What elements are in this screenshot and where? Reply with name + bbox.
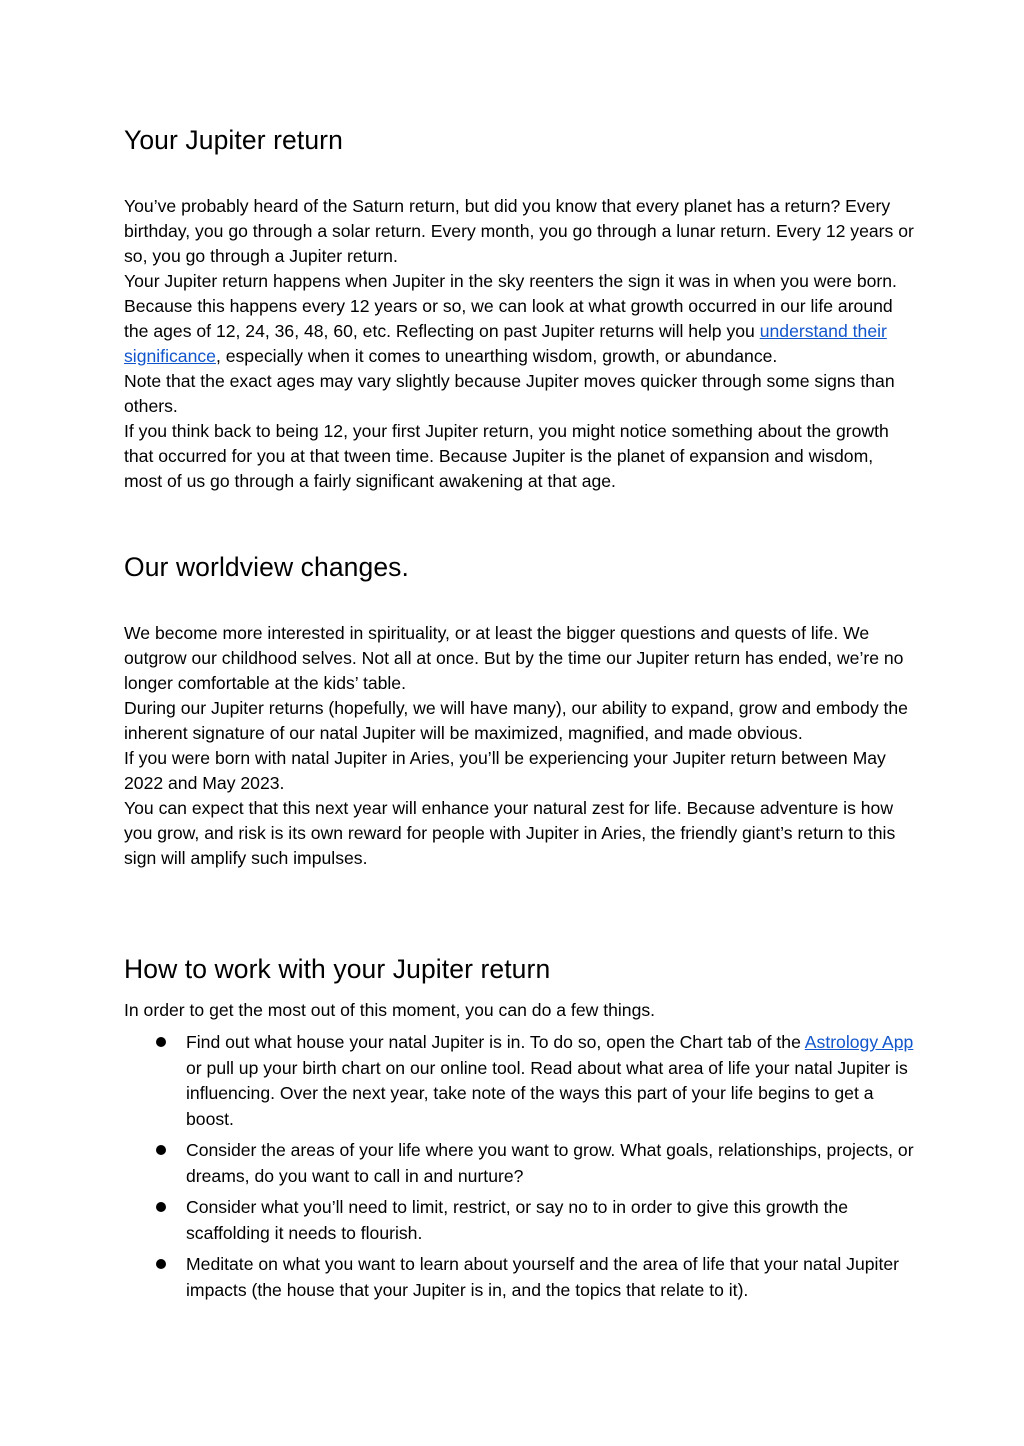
paragraph: We become more interested in spirituality, or at least the bigger questions and quests of life. We outgrow our childhood selves. Not all at once. But by the time our Jupiter return has ended, we’re no longer comfortable at the kids’ table. xyxy=(124,623,904,693)
paragraph-text: Your Jupiter return happens when Jupiter in the sky reenters the sign it was in when you were born. Because this happens every 12 years or so, we can look at what growth occurred in our life around the ages of 12, 24, 36, 48, 60, etc. Reflecting on past Jupiter returns will help you xyxy=(124,271,897,341)
bullet-icon xyxy=(156,1145,166,1155)
bullet-icon xyxy=(156,1202,166,1212)
steps-list xyxy=(124,1030,914,1309)
list-item-text: or pull up your birth chart on our online tool. Read about what area of life your natal Jupiter is influencing. Over the next year, take note of the ways this part of your life begins to get a boost. xyxy=(186,1057,908,1129)
heading-how-to-work: How to work with your Jupiter return xyxy=(124,954,551,984)
how-to-intro: In order to get the most out of this moment, you can do a few things. xyxy=(124,1000,656,1020)
paragraph-text: , especially when it comes to unearthing wisdom, growth, or abundance. xyxy=(215,346,778,366)
list-item-text: Find out what house your natal Jupiter is in. To do so, open the Chart tab of the xyxy=(186,1032,805,1052)
paragraph: You can expect that this next year will enhance your natural zest for life. Because adventure is how you grow, and risk is its own reward for people with Jupiter in Aries, the friendly giant’s return to this sign will amplify such impulses. xyxy=(124,798,896,868)
paragraph: During our Jupiter returns (hopefully, we will have many), our ability to expand, grow and embody the inherent signature of our natal Jupiter will be maximized, magnified, and made obvious. xyxy=(124,698,908,743)
heading-jupiter-return: Your Jupiter return xyxy=(124,125,343,155)
paragraph: If you were born with natal Jupiter in Aries, you’ll be experiencing your Jupiter return between May 2022 and May 2023. xyxy=(124,748,886,793)
paragraph: Note that the exact ages may vary slightly because Jupiter moves quicker through some signs than others. xyxy=(124,371,895,416)
understand-significance-link[interactable]: understand their significance xyxy=(124,321,887,366)
bullet-icon xyxy=(156,1259,166,1269)
list-item-text: Consider what you’ll need to limit, restrict, or say no to in order to give this growth the scaffolding it needs to flourish. xyxy=(186,1197,849,1243)
bullet-icon xyxy=(156,1037,166,1047)
list-item xyxy=(124,1030,914,1132)
list-item-text: Meditate on what you want to learn about yourself and the area of life that your natal Jupiter impacts (the house that your Jupiter is in, and the topics that relate to it). xyxy=(186,1254,899,1300)
heading-worldview-changes: Our worldview changes. xyxy=(124,552,409,582)
list-item xyxy=(124,1252,914,1303)
section-worldview-body xyxy=(124,621,914,871)
paragraph: You’ve probably heard of the Saturn return, but did you know that every planet has a return? Every birthday, you go through a solar return. Every month, you go through a lunar return. Every 12 years or so, you go through a Jupiter return. xyxy=(124,196,914,266)
list-item xyxy=(124,1195,914,1246)
section-jupiter-return-body xyxy=(124,194,914,494)
list-item xyxy=(124,1138,914,1189)
paragraph xyxy=(124,269,914,369)
list-item-text: Consider the areas of your life where you want to grow. What goals, relationships, projects, or dreams, do you want to call in and nurture? xyxy=(186,1140,914,1186)
astrology-app-link[interactable]: Astrology App xyxy=(804,1032,914,1052)
paragraph: If you think back to being 12, your first Jupiter return, you might notice something about the growth that occurred for you at that tween time. Because Jupiter is the planet of expansion and wisdom, most of us go through a fairly significant awakening at that age. xyxy=(124,421,889,491)
